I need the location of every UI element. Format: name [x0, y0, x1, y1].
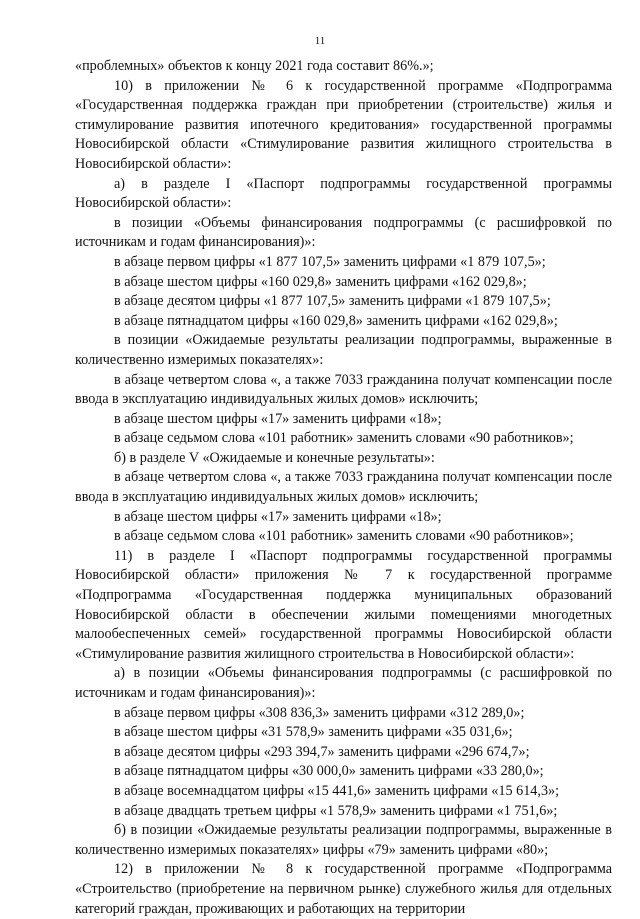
paragraph: в абзаце восемнадцатом цифры «15 441,6» заменить цифрами «15 614,3»; [114, 782, 560, 799]
paragraph: в позиции «Ожидаемые результаты реализации подпрограммы, выраженные в количественно измеримых показателях»: [75, 332, 612, 368]
paragraph: в абзаце четвертом слова «, а также 7033 гражданина получат компенсации после ввода в эксплуатацию индивидуальных жилых домов» исключить; [75, 371, 612, 408]
paragraph: в абзаце седьмом слова «101 работник» заменить словами «90 работников»; [114, 430, 574, 447]
paragraph: а) в разделе I «Паспорт подпрограммы государственной программы Новосибирской области»: [75, 175, 612, 212]
paragraph: в абзаце шестом цифры «17» заменить цифрами «18»; [114, 410, 442, 427]
paragraph: в абзаце шестом цифры «31 578,9» заменить цифрами «35 031,6»; [114, 724, 513, 741]
paragraph: в абзаце двадцать третьем цифры «1 578,9» заменить цифрами «1 751,6»; [114, 802, 558, 819]
paragraph: в абзаце четвертом слова «, а также 7033 гражданина получат компенсации после ввода в эксплуатацию индивидуальных жилых домов» исключить; [75, 469, 612, 506]
document-body [75, 57, 612, 919]
paragraph: в абзаце пятнадцатом цифры «160 029,8» заменить цифрами «162 029,8»; [114, 312, 558, 329]
paragraph: 11) в разделе I «Паспорт подпрограммы государственной программы Новосибирской области» приложения № 7 к государственной программе «Подпрограмма «Государственная поддержка муниципальных образований Новосибирской области в обеспечении жилыми помещениями многодетных малообеспеченных семей» государственной программы Новосибирской области «Стимулирование развития жилищного строительства в Новосибирской области»: [75, 547, 612, 662]
paragraph: 12) в приложении № 8 к государственной программе «Подпрограмма «Строительство (приобретение на первичном рынке) служебного жилья для отдельных категорий граждан, проживающих и работающих на территории [75, 861, 612, 917]
paragraph: 10) в приложении № 6 к государственной программе «Подпрограмма «Государственная поддержка граждан при приобретении (строительстве) жилья и стимулирование развития ипотечного кредитования» государственной программы Новосибирской области «Стимулирование развития жилищного строительства в Новосибирской области»: [75, 77, 612, 172]
paragraph: б) в позиции «Ожидаемые результаты реализации подпрограммы, выраженные в количественно измеримых показателях» цифры «79» заменить цифрами «80»; [75, 822, 612, 858]
paragraph: б) в разделе V «Ожидаемые и конечные результаты»: [114, 449, 435, 466]
paragraph: в абзаце десятом цифры «293 394,7» заменить цифрами «296 674,7»; [114, 743, 530, 760]
paragraph: «проблемных» объектов к концу 2021 года составит 86%.»; [75, 58, 434, 74]
paragraph: в абзаце пятнадцатом цифры «30 000,0» заменить цифрами «33 280,0»; [114, 763, 544, 780]
paragraph: в абзаце первом цифры «1 877 107,5» заменить цифрами «1 879 107,5»; [114, 253, 546, 270]
paragraph: в абзаце шестом цифры «160 029,8» заменить цифрами «162 029,8»; [114, 273, 527, 290]
paragraph: в абзаце шестом цифры «17» заменить цифрами «18»; [114, 508, 442, 525]
paragraph: в абзаце десятом цифры «1 877 107,5» заменить цифрами «1 879 107,5»; [114, 293, 551, 310]
paragraph: а) в позиции «Объемы финансирования подпрограммы (с расшифровкой по источникам и годам финансирования)»: [75, 665, 612, 701]
paragraph: в позиции «Объемы финансирования подпрограммы (с расшифровкой по источникам и годам финансирования)»: [75, 214, 612, 251]
paragraph: в абзаце первом цифры «308 836,3» заменить цифрами «312 289,0»; [114, 704, 525, 721]
page-number: 11 [314, 35, 326, 47]
paragraph: в абзаце седьмом слова «101 работник» заменить словами «90 работников»; [114, 528, 574, 545]
